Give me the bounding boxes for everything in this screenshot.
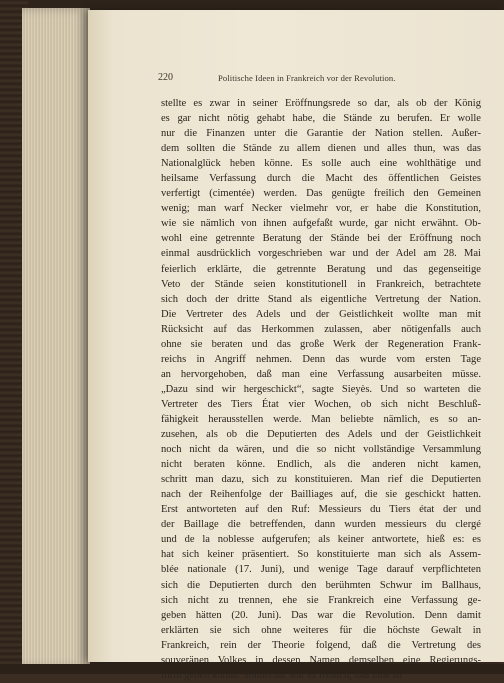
text-line: ohne sie beraten und das große Werk der Regeneration Frank- xyxy=(161,338,481,350)
text-line: noch nicht da wären, und die so nicht vollständige Versammlung xyxy=(161,444,481,456)
text-line: einmal ausdrücklich vorgeschrieben war und der Adel am 28. Mai xyxy=(161,248,481,260)
text-line: geben hätten (20. Juni). Das war die Revolution. Denn damit xyxy=(161,609,481,621)
text-line: und de la noblesse aufgerufen; als keiner antwortete, hieß es: es xyxy=(161,534,481,546)
text-line: wenig; man warf Necker vielmehr vor, er habe die Konstitution, xyxy=(161,203,481,215)
running-head xyxy=(158,72,478,86)
page-stack-edge xyxy=(22,8,90,668)
text-line: sich die Deputierten durch den berühmten Schwur im Ballhaus, xyxy=(161,579,481,591)
text-line: sich nicht zu trennen, ehe sie Frankreich eine Verfassung ge- xyxy=(161,594,481,606)
text-line: Vertreter des Tiers État vier Wochen, ob sich nicht Beschluß- xyxy=(161,398,481,410)
text-line: erklärten sie sich ohne weiteres für die höchste Gewalt in xyxy=(161,624,481,636)
text-line: reichs in Angriff nehmen. Denn das wurde vom ersten Tage xyxy=(161,353,481,365)
text-line: Erst antworteten auf den Ruf: Messieurs du Tiers état der und xyxy=(161,504,481,516)
text-line: Rücksicht auf das Herkommen zulassen, aber nötigenfalls auch xyxy=(161,323,481,335)
body-text xyxy=(161,96,481,683)
text-line: nicht beraten könne. Endlich, als die anderen nicht kamen, xyxy=(161,459,481,471)
page-number: 220 xyxy=(158,72,173,83)
text-line: „Dazu sind wir hergeschickt“, sagte Sieyès. Und so warteten die xyxy=(161,383,481,395)
text-line: form geben könne. Sonderbar war es freilich, daß eine so xyxy=(161,669,403,681)
text-line: souveränen Volkes in dessen Namen demselben eine Regierungs- xyxy=(161,654,481,666)
text-line: verfertigt (cimentée) werden. Das genügte freilich den Gemeinen xyxy=(161,188,481,200)
text-line: feierlich erklärte, die getrennte Beratung und das gegenseitige xyxy=(161,263,481,275)
text-line: Die Vertreter des Adels und der Geistlichkeit wollte man mit xyxy=(161,308,481,320)
text-line: fähigkeit herausstellen werde. Man beliebte nämlich, es so an- xyxy=(161,413,481,425)
text-line: es gar nicht nötig gehabt habe, die Stände zu berufen. Er wolle xyxy=(161,113,481,125)
text-line: nur die Finanzen unter die Garantie der Nation stellen. Außer- xyxy=(161,128,481,140)
text-line: stellte es zwar in seiner Eröffnungsrede so dar, als ob der König xyxy=(161,98,481,109)
text-line: Frankreich, rein der Theorie folgend, daß die Vertretung des xyxy=(161,639,481,651)
text-line: blée nationale (17. Juni), und wenige Tage darauf verpflichteten xyxy=(161,564,481,576)
text-line: nach der Reihenfolge der Bailliages auf, die sie geschickt hatten. xyxy=(161,489,481,501)
text-line: hat sich keiner präsentiert. So konstituierte man sich als Assem- xyxy=(161,549,481,561)
running-title: Politische Ideen in Frankreich vor der Revolution. xyxy=(218,73,396,83)
text-line: Veto der Stände seien konstitutionell in Frankreich, betrachtete xyxy=(161,278,481,290)
text-line: an hervorgehoben, daß man eine Verfassung ausarbeiten müsse. xyxy=(161,368,481,380)
text-line: sich doch der dritte Stand als eigentliche Vertretung der Nation. xyxy=(161,293,481,305)
text-line: zusehen, als ob die Deputierten des Adels und der Geistlichkeit xyxy=(161,429,481,441)
text-line: wie sie nämlich von ihnen aufgefaßt wurde, gar nicht erwähnt. Ob- xyxy=(161,218,481,230)
text-line: der Baillage die betreffenden, dann wurden messieurs du clergé xyxy=(161,519,481,531)
text-line: heilsame Verfassung durch die Macht des öffentlichen Geistes xyxy=(161,173,481,185)
text-line: wohl eine getrennte Beratung der Stände bei der Eröffnung noch xyxy=(161,233,481,245)
text-line: dem sollten die Stände zu allem dienen und alles thun, was das xyxy=(161,143,481,155)
text-line: schritt man dazu, sich zu konstituieren. Man rief die Deputierten xyxy=(161,474,481,486)
text-line: Nationalglück heben könne. Es solle auch eine wohlthätige und xyxy=(161,158,481,170)
